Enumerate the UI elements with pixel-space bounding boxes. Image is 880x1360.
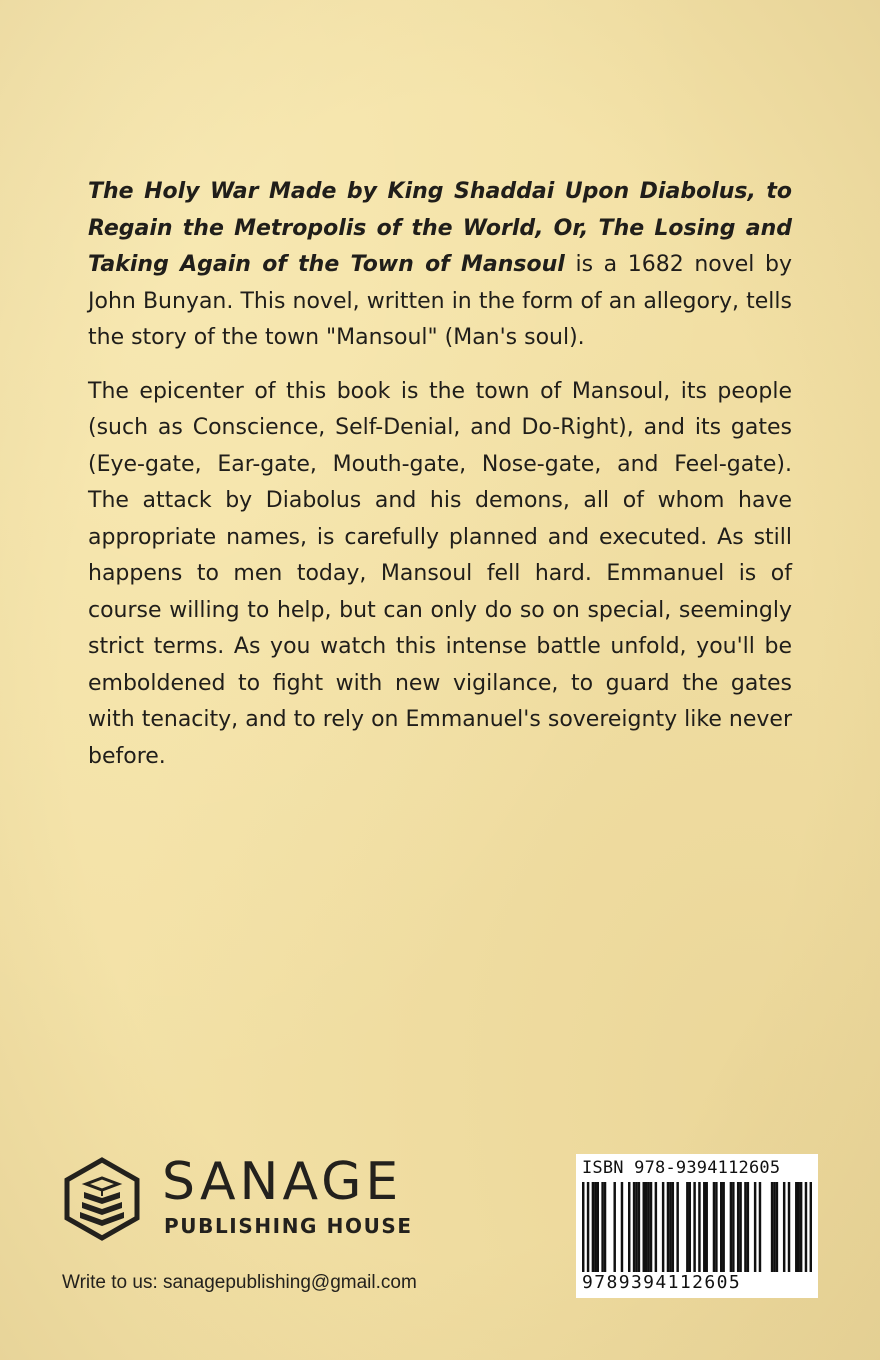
barcode-bar	[705, 1182, 707, 1272]
isbn-label: ISBN 978-9394112605	[582, 1158, 781, 1178]
publisher-subtitle: PUBLISHING HOUSE	[164, 1214, 413, 1238]
barcode-bar	[672, 1182, 674, 1272]
barcode-bar	[645, 1182, 647, 1272]
barcode-bar	[800, 1182, 802, 1272]
barcode-bar	[628, 1182, 630, 1272]
barcode-bar	[771, 1182, 773, 1272]
barcode-bar	[754, 1182, 756, 1272]
barcode-bar	[713, 1182, 715, 1272]
barcode-bar	[621, 1182, 623, 1272]
barcode-bar	[739, 1182, 741, 1272]
contact-email: Write to us: sanagepublishing@gmail.com	[62, 1272, 417, 1293]
barcode-bar	[703, 1182, 705, 1272]
barcode-bar	[667, 1182, 669, 1272]
isbn-barcode	[576, 1154, 818, 1298]
publisher-logo	[62, 1152, 422, 1246]
barcode-bar	[587, 1182, 589, 1272]
barcode-bar	[744, 1182, 746, 1272]
blurb-text	[88, 174, 792, 792]
barcode-bar	[732, 1182, 734, 1272]
barcode-bar	[650, 1182, 652, 1272]
barcode-bar	[662, 1182, 664, 1272]
barcode-bar	[783, 1182, 785, 1272]
barcode-bar	[810, 1182, 812, 1272]
barcode-bar	[788, 1182, 790, 1272]
blurb-paragraph-1-rest: is a 1682 novel by John Bunyan. This novel, written in the form of an allegory, tells the story of the town "Mansoul" (Man's soul).	[88, 252, 792, 350]
blurb-paragraph-1	[88, 174, 792, 357]
barcode-digits: 9789394112605	[582, 1272, 742, 1293]
barcode-bar	[797, 1182, 799, 1272]
barcode-bar	[722, 1182, 724, 1272]
barcode-bar	[676, 1182, 678, 1272]
publisher-name: SANAGE	[162, 1152, 403, 1212]
barcode-bar	[635, 1182, 637, 1272]
barcode-bar	[597, 1182, 599, 1272]
barcode-bar	[604, 1182, 606, 1272]
barcode-bar	[795, 1182, 797, 1272]
barcode-bar	[776, 1182, 778, 1272]
barcode-bars	[582, 1182, 812, 1272]
barcode-bar	[582, 1182, 584, 1272]
barcode-bar	[698, 1182, 700, 1272]
barcode-bar	[689, 1182, 691, 1272]
barcode-bar	[592, 1182, 594, 1272]
barcode-bar	[693, 1182, 695, 1272]
barcode-bar	[594, 1182, 596, 1272]
barcode-bar	[601, 1182, 603, 1272]
blurb-paragraph-2: The epicenter of this book is the town of Mansoul, its people (such as Conscience, Self-Denial, and Do-Right), and its gates (Eye-gate, Ear-gate, Mouth-gate, Nose-gate, and Feel-gate). The attack by Diabolus and his demons, all of whom have appropriate names, is carefully planned and executed. As still happens to men today, Mansoul fell hard. Emmanuel is of course willing to help, but can only do so on special, seemingly strict terms. As you watch this intense battle unfold, you'll be emboldened to fight with new vigilance, to guard the gates with tenacity, and to rely on Emmanuel's sovereignty like never before.	[88, 378, 792, 769]
barcode-bar	[715, 1182, 717, 1272]
barcode-bar	[643, 1182, 645, 1272]
barcode-bar	[747, 1182, 749, 1272]
barcode-bar	[730, 1182, 732, 1272]
barcode-bar	[613, 1182, 615, 1272]
barcode-bar	[647, 1182, 649, 1272]
barcode-bar	[737, 1182, 739, 1272]
barcode-bar	[633, 1182, 635, 1272]
barcode-bar	[669, 1182, 671, 1272]
barcode-bar	[720, 1182, 722, 1272]
barcode-bar	[759, 1182, 761, 1272]
barcode-bar	[805, 1182, 807, 1272]
barcode-bar	[686, 1182, 688, 1272]
barcode-bar	[655, 1182, 657, 1272]
barcode-bar	[773, 1182, 775, 1272]
barcode-bar	[638, 1182, 640, 1272]
book-full-title: The Holy War Made by King Shaddai Upon Diabolus, to Regain the Metropolis of the World, Or, The Losing and Taking Again of the Town of Mansoul	[88, 179, 792, 277]
books-hexagon-icon	[62, 1156, 142, 1242]
